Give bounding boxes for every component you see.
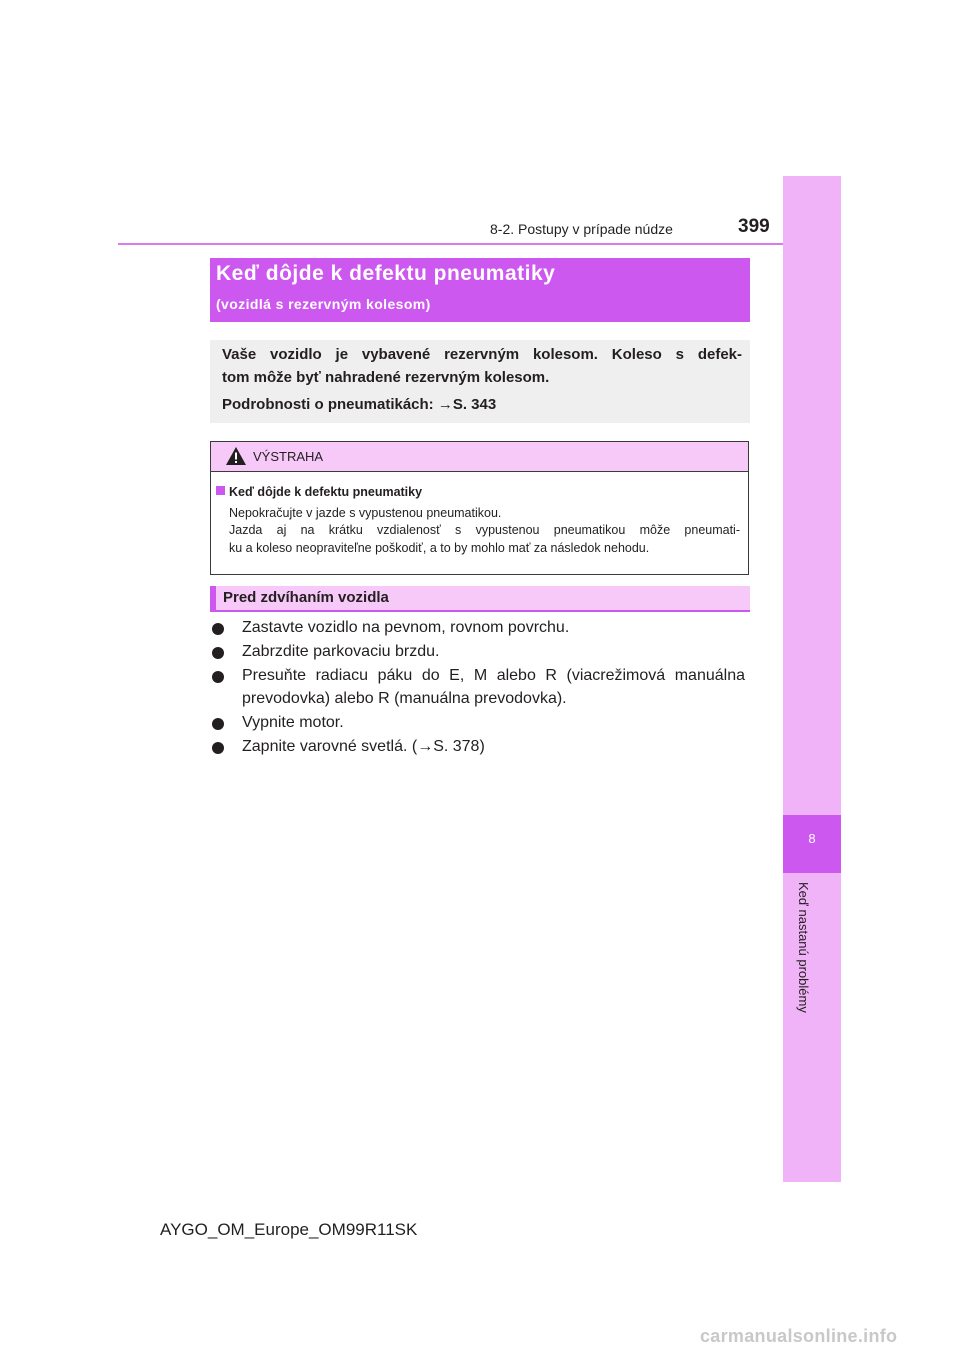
chapter-label: Keď nastanú problémy <box>796 882 811 1013</box>
running-header-section: 8-2. Postupy v prípade núdze <box>490 221 673 237</box>
warning-text-line-3: ku a koleso neopraviteľne poškodiť, a to by mohlo mať za následok nehodu. <box>229 541 650 555</box>
warning-label: VÝSTRAHA <box>253 449 324 464</box>
chapter-side-tab <box>783 176 841 1182</box>
list-item-2: Zabrzdite parkovaciu brzdu. <box>242 643 440 660</box>
warning-text-line-1: Nepokračujte v jazde s vypustenou pneumatikou. <box>229 506 502 520</box>
subsection-accent-bar <box>210 586 216 611</box>
header-rule <box>118 243 841 245</box>
list-item-1: Zastavte vozidlo na pevnom, rovnom povrchu. <box>242 619 570 636</box>
list-item-4: Vypnite motor. <box>242 714 344 731</box>
bullet-dot <box>212 647 224 659</box>
intro-line-3: Podrobnosti o pneumatikách: →S. 343 <box>222 396 497 413</box>
page-number: 399 <box>738 216 770 237</box>
bullet-dot <box>212 742 224 754</box>
list-item-3-line-2: prevodovka) alebo R (manuálna prevodovka). <box>242 690 567 707</box>
bullet-dot <box>212 623 224 635</box>
bullet-dot <box>212 671 224 683</box>
chapter-number-tab <box>783 815 841 873</box>
section-subtitle: (vozidlá s rezervným kolesom) <box>216 296 431 312</box>
intro-line-1: Vaše vozidlo je vybavené rezervným kolesom. Koleso s defek- <box>222 346 742 363</box>
list-item-5: Zapnite varovné svetlá. (→S. 378) <box>242 738 485 755</box>
footer-document-code: AYGO_OM_Europe_OM99R11SK <box>160 1220 418 1239</box>
warning-item-title: Keď dôjde k defektu pneumatiky <box>229 485 423 499</box>
warning-square-bullet <box>216 486 225 495</box>
intro-line-2: tom môže byť nahradené rezervným kolesom. <box>222 369 550 386</box>
list-item-3-line-1: Presuňte radiacu páku do E, M alebo R (viacrežimová manuálna <box>242 667 745 684</box>
subsection-title: Pred zdvíhaním vozidla <box>223 589 389 606</box>
bullet-dot <box>212 718 224 730</box>
section-title: Keď dôjde k defektu pneumatiky <box>216 262 556 285</box>
subsection-underline <box>210 610 750 612</box>
chapter-number: 8 <box>808 831 816 846</box>
warning-triangle-icon <box>226 447 246 465</box>
warning-text-line-2: Jazda aj na krátku vzdialenosť s vypustenou pneumatikou môže pneumati- <box>229 523 740 537</box>
watermark: carmanualsonline.info <box>700 1326 898 1346</box>
